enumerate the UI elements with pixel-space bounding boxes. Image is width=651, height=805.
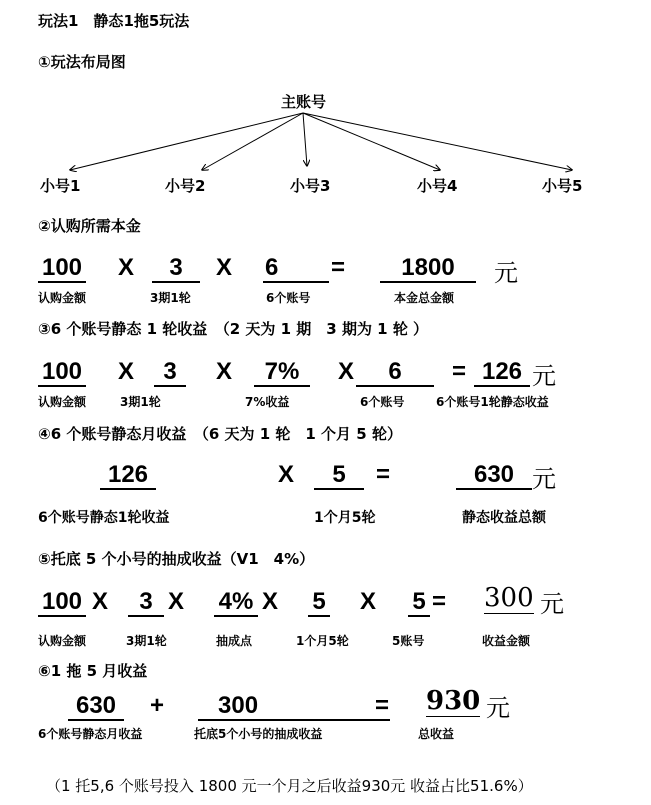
s2-unit: 元 <box>494 259 518 287</box>
s5-times-2: X <box>168 588 185 615</box>
s5-label-result: 收益金额 <box>482 634 531 648</box>
s2-label-total: 本金总金额 <box>394 291 455 305</box>
arrow-to-child-3 <box>303 113 307 166</box>
s3-label-periods: 3期1轮 <box>120 395 161 409</box>
s5-times-4: X <box>360 588 377 615</box>
s6-label-static-income: 6个账号静态月收益 <box>38 727 143 741</box>
s4-times: X <box>278 461 295 488</box>
s3-accounts: 6 <box>356 359 434 387</box>
child-node-2: 小号2 <box>165 177 206 195</box>
s6-static-income: 630 <box>68 693 124 721</box>
s3-label-rate: 7%收益 <box>245 395 290 409</box>
s3-result: 126 <box>474 359 530 387</box>
s5-amount: 100 <box>38 589 86 617</box>
s6-label-commission-income: 托底5个小号的抽成收益 <box>194 727 323 741</box>
s5-label-rate: 抽成点 <box>216 634 253 648</box>
s2-total: 1800 <box>380 255 476 283</box>
section-4-heading: ④6 个账号静态月收益 （6 天为 1 轮 1 个月 5 轮） <box>38 425 402 443</box>
s6-unit: 元 <box>486 694 510 722</box>
s3-label-accounts: 6个账号 <box>360 395 405 409</box>
child-node-5: 小号5 <box>542 177 583 195</box>
s5-rate: 4% <box>214 589 258 617</box>
page-title: 玩法1 静态1拖5玩法 <box>38 12 190 30</box>
s6-label-total: 总收益 <box>418 727 455 741</box>
s5-label-periods: 3期1轮 <box>126 634 167 648</box>
s5-periods: 3 <box>128 589 164 617</box>
s5-unit: 元 <box>540 590 564 618</box>
s3-label-result: 6个账号1轮静态收益 <box>436 395 549 409</box>
arrow-to-child-2 <box>202 113 303 170</box>
s2-label-accounts: 6个账号 <box>266 291 311 305</box>
s2-equals: = <box>331 254 346 281</box>
summary-footer: （1 托5,6 个账号投入 1800 元一个月之后收益930元 收益占比51.6%） <box>46 777 533 795</box>
s2-amount: 100 <box>38 255 86 283</box>
section-2-heading: ②认购所需本金 <box>38 217 141 235</box>
s2-label-amount: 认购金额 <box>38 291 87 305</box>
s2-times-2: X <box>216 254 233 281</box>
child-node-4: 小号4 <box>417 177 458 195</box>
s3-times-1: X <box>118 358 135 385</box>
section-6-heading: ⑥1 拖 5 月收益 <box>38 662 148 680</box>
s5-label-rounds: 1个月5轮 <box>296 634 349 648</box>
s5-equals: = <box>432 588 447 615</box>
arrow-to-child-4 <box>303 113 440 170</box>
s2-label-periods: 3期1轮 <box>150 291 191 305</box>
s5-rounds: 5 <box>308 589 330 617</box>
arrow-to-child-1 <box>70 113 303 170</box>
s5-times-3: X <box>262 588 279 615</box>
section-5-heading: ⑤托底 5 个小号的抽成收益（V1 4%） <box>38 550 315 568</box>
s4-unit: 元 <box>532 465 556 493</box>
section-3-heading: ③6 个账号静态 1 轮收益 （2 天为 1 期 3 期为 1 轮 ） <box>38 320 429 338</box>
s4-round-income: 126 <box>100 462 156 490</box>
s4-label-result: 静态收益总额 <box>462 510 546 526</box>
s3-equals: = <box>452 358 467 385</box>
s4-label-rounds: 1个月5轮 <box>314 510 376 526</box>
s5-times-1: X <box>92 588 109 615</box>
s4-result: 630 <box>456 462 532 490</box>
child-node-1: 小号1 <box>40 177 81 195</box>
section-1-heading: ①玩法布局图 <box>38 53 126 71</box>
s3-times-2: X <box>216 358 233 385</box>
s3-times-3: X <box>338 358 355 385</box>
arrow-to-child-5 <box>303 113 572 170</box>
root-account-node: 主账号 <box>281 93 327 111</box>
s6-plus: + <box>150 692 165 719</box>
s4-equals: = <box>376 461 391 488</box>
s2-accounts: 6 <box>263 255 329 283</box>
s5-label-accounts: 5账号 <box>392 634 425 648</box>
s4-rounds: 5 <box>314 462 364 490</box>
s4-label-round-income: 6个账号静态1轮收益 <box>38 510 170 526</box>
s3-amount: 100 <box>38 359 86 387</box>
s2-times-1: X <box>118 254 135 281</box>
s3-rate: 7% <box>254 359 310 387</box>
child-node-3: 小号3 <box>290 177 331 195</box>
s6-commission-income: 300 <box>198 693 390 721</box>
s3-unit: 元 <box>532 362 556 390</box>
s5-accounts: 5 <box>408 589 430 617</box>
s2-periods: 3 <box>152 255 200 283</box>
s3-label-amount: 认购金额 <box>38 395 87 409</box>
s6-equals: = <box>375 692 390 719</box>
s3-periods: 3 <box>154 359 186 387</box>
s5-result: 300 <box>484 583 534 613</box>
s6-total: 930 <box>426 686 481 716</box>
s5-label-amount: 认购金额 <box>38 634 87 648</box>
